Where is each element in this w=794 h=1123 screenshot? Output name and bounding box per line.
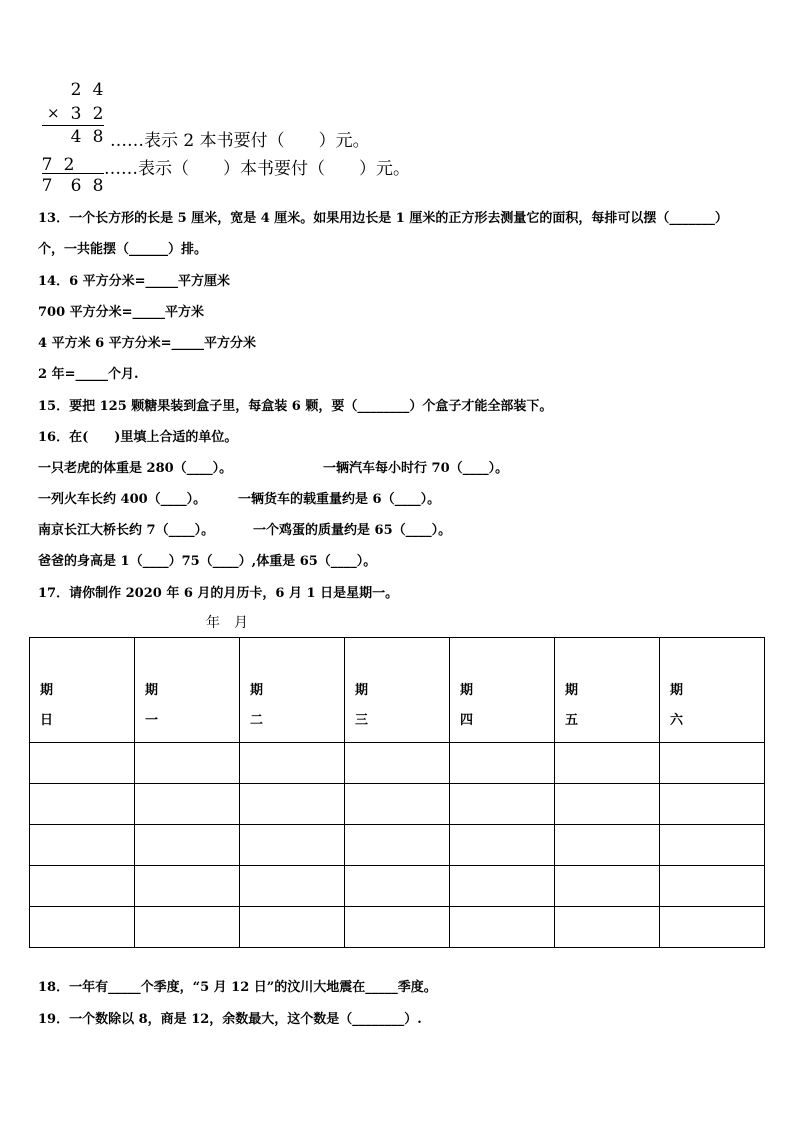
q14-line2: 700 平方分米=_____平方米	[38, 305, 205, 320]
calendar-caption: 年 月	[206, 615, 248, 631]
multiplication-rule	[42, 125, 104, 126]
q14-line3: 4 平方米 6 平方分米=_____平方分米	[38, 336, 257, 351]
calendar-cell[interactable]	[240, 907, 345, 948]
calendar-cell[interactable]	[555, 866, 660, 907]
top-digit-2: 4	[92, 80, 104, 100]
calendar-cell[interactable]	[450, 825, 555, 866]
q16-row2-right: 一辆货车的载重量约是 6（____）。	[238, 492, 441, 507]
calendar-week-row	[30, 784, 765, 825]
weekday-wednesday: 期 三	[345, 638, 450, 743]
weekday-tuesday: 期 二	[240, 638, 345, 743]
q18-text: 18．一年有_____个季度，“5 月 12 日”的汶川大地震在_____季度。	[38, 980, 437, 995]
weekday-monday: 期 一	[135, 638, 240, 743]
q16-row1-right: 一辆汽车每小时行 70（____）。	[323, 461, 509, 476]
calendar-week-row	[30, 743, 765, 784]
calendar-cell[interactable]	[660, 825, 765, 866]
calendar-week-row	[30, 825, 765, 866]
calendar-cell[interactable]	[450, 784, 555, 825]
q16-row3-left: 南京长江大桥长约 7（____）。	[38, 523, 215, 538]
calendar-cell[interactable]	[135, 743, 240, 784]
q16-title: 16．在( )里填上合适的单位。	[38, 430, 238, 445]
calendar-cell[interactable]	[240, 784, 345, 825]
calendar-cell[interactable]	[135, 784, 240, 825]
calendar-cell[interactable]	[345, 784, 450, 825]
partial2-digit-2: 2	[63, 155, 75, 175]
calendar-cell[interactable]	[240, 743, 345, 784]
top-digit-1: 2	[70, 80, 82, 100]
calendar-cell[interactable]	[660, 907, 765, 948]
weekday-friday: 期 五	[555, 638, 660, 743]
calendar-cell[interactable]	[135, 866, 240, 907]
q13-line2: 个，一共能摆（______）排。	[38, 242, 208, 257]
result-digit-2: 6	[70, 176, 82, 196]
calendar-week-row	[30, 907, 765, 948]
calendar-cell[interactable]	[135, 825, 240, 866]
calendar-cell[interactable]	[345, 866, 450, 907]
q17-text: 17．请你制作 2020 年 6 月的月历卡，6 月 1 日是星期一。	[38, 586, 399, 601]
partial1-note: ……表示 2 本书要付（ ）元。	[110, 131, 370, 151]
q13-line1: 13．一个长方形的长是 5 厘米，宽是 4 厘米。如果用边长是 1 厘米的正方形去测量它的面积，每排可以摆（_______）	[38, 211, 728, 226]
partial1-digit-1: 4	[70, 127, 82, 147]
q16-row3-right: 一个鸡蛋的质量约是 65（____）。	[253, 523, 452, 538]
result-digit-3: 8	[92, 176, 104, 196]
partial2-note: ……表示（ ）本书要付（ ）元。	[104, 159, 410, 179]
calendar-cell[interactable]	[30, 743, 135, 784]
calendar-cell[interactable]	[555, 825, 660, 866]
q16-row1-left: 一只老虎的体重是 280（____）。	[38, 461, 233, 476]
q19-text: 19．一个数除以 8，商是 12，余数最大，这个数是（________）.	[38, 1012, 422, 1027]
calendar-cell[interactable]	[30, 866, 135, 907]
weekday-thursday: 期 四	[450, 638, 555, 743]
calendar-cell[interactable]	[240, 825, 345, 866]
times-sign: ×	[47, 104, 60, 122]
calendar-cell[interactable]	[555, 907, 660, 948]
calendar-cell[interactable]	[240, 866, 345, 907]
q16-row2-left: 一列火车长约 400（____）。	[38, 492, 207, 507]
multiplier-digit-1: 3	[70, 104, 82, 124]
calendar-cell[interactable]	[135, 907, 240, 948]
calendar-cell[interactable]	[30, 825, 135, 866]
calendar-cell[interactable]	[450, 743, 555, 784]
calendar-cell[interactable]	[345, 907, 450, 948]
calendar-cell[interactable]	[450, 907, 555, 948]
calendar-cell[interactable]	[450, 866, 555, 907]
calendar-cell[interactable]	[660, 743, 765, 784]
calendar-cell[interactable]	[660, 866, 765, 907]
calendar-cell[interactable]	[30, 784, 135, 825]
q16-row4: 爸爸的身高是 1（____）75（____）,体重是 65（____）。	[38, 554, 377, 569]
calendar-table	[29, 637, 765, 948]
q15-text: 15．要把 125 颗糖果装到盒子里，每盒装 6 颗，要（________）个盒子才能全部装下。	[38, 399, 553, 414]
calendar-cell[interactable]	[345, 743, 450, 784]
weekday-saturday: 期 六	[660, 638, 765, 743]
calendar-cell[interactable]	[555, 784, 660, 825]
calendar-cell[interactable]	[345, 825, 450, 866]
partial1-digit-2: 8	[92, 127, 104, 147]
sum-rule	[42, 173, 104, 174]
result-digit-1: 7	[41, 176, 53, 196]
q14-line1: 14．6 平方分米=_____平方厘米	[38, 274, 231, 289]
q14-line4: 2 年=_____个月.	[38, 367, 139, 382]
calendar-header-row	[30, 638, 765, 743]
calendar-cell[interactable]	[555, 743, 660, 784]
partial2-digit-1: 7	[41, 155, 53, 175]
calendar-cell[interactable]	[30, 907, 135, 948]
calendar-cell[interactable]	[660, 784, 765, 825]
multiplier-digit-2: 2	[92, 104, 104, 124]
calendar-week-row	[30, 866, 765, 907]
weekday-sunday: 期 日	[30, 638, 135, 743]
